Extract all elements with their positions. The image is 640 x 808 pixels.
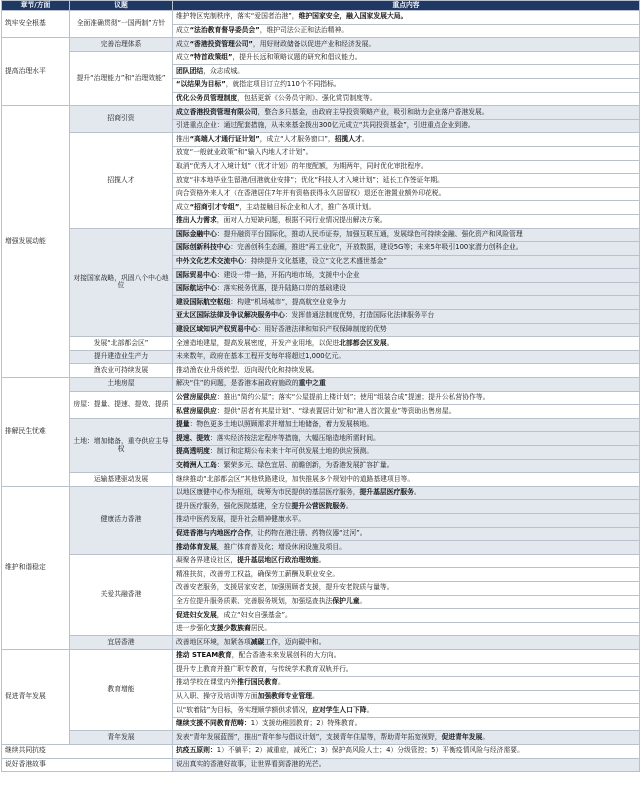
content-text: ，成立“妇女自强基金”。 (216, 610, 292, 619)
topic-cell: 健康活力香港 (70, 486, 173, 554)
content-cell (173, 296, 640, 310)
content-text: ：构建“机场城市”，提高航空业竞争力 (230, 297, 347, 306)
content-cell (173, 446, 640, 460)
content-text: ：繁荣多元、绿色宜居、前瞻创新，为香港发展扩容扩量。 (216, 460, 394, 469)
emphasis-text: 促进妇女发展 (176, 610, 217, 619)
content-text: ，众志成城。 (203, 66, 244, 75)
emphasis-text: 提升基层医疗服务 (359, 488, 414, 497)
content-text: 向合资格外来人才（在香港居住7年并有资格获得永久居留权）退还在港置业额外印花税。 (176, 189, 446, 198)
emphasis-text: 维护国家安全，融入国家发展大局。 (298, 12, 408, 21)
content-text: 放宽“一般就业政策”和“输入内地人才计划”。 (176, 148, 313, 157)
emphasis-text: 亚太区国际法律及争议解决服务中心 (176, 311, 285, 320)
emphasis-text: 国际金融中心 (176, 229, 217, 238)
emphasis-text: 招揽人才 (334, 134, 362, 143)
topic-cell: 提升建造业生产力 (70, 350, 173, 364)
content-cell (173, 255, 640, 269)
emphasis-text: 应对学生人口下降 (312, 705, 367, 714)
emphasis-text: 抗疫五原则： (176, 746, 217, 755)
content-text: 凝聚各界建设社区， (176, 556, 238, 565)
content-cell (173, 65, 640, 79)
content-text: ，主动接触目标企业和人才，推广各项计划。 (239, 202, 376, 211)
emphasis-text: 减碳 (250, 637, 265, 646)
content-text: ，让药物在港注册、药物仪器“过河”。 (250, 528, 367, 537)
table-row (2, 745, 640, 759)
topic-cell: 发展“北部都会区” (70, 337, 173, 351)
content-text: ，用好财政储备以促进产业和经济发展。 (252, 39, 376, 48)
emphasis-text: 提高透明度 (176, 447, 210, 456)
content-cell (173, 609, 640, 623)
chapter-cell: 提高治理水平 (2, 38, 70, 106)
table-row (2, 337, 640, 351)
emphasis-text: 提速、提效 (176, 433, 210, 442)
content-cell (173, 174, 640, 188)
content-text: 发表“青年发展蓝图”，推出“青年参与倡议计划”，支援青年住屋等，帮助青年拓宽视野， (176, 732, 442, 741)
emphasis-text: “香港投资管理公司” (189, 39, 253, 48)
content-text: 。 (318, 556, 326, 565)
emphasis-text: 公营房屋供应 (176, 393, 217, 402)
content-cell (173, 269, 640, 283)
content-cell (173, 146, 640, 160)
content-text: 放宽“非本地毕业生留港/回港就业安排”；优化“科技人才入境计划”；延长工作签证年期。 (176, 175, 444, 184)
topic-cell: 全面准确贯彻“一国两制”方针 (70, 11, 173, 38)
content-text: ：物色更多土地以照顾需求并增加土地储备，着力发展核地。 (189, 420, 374, 429)
content-cell (173, 11, 640, 25)
emphasis-text: 北部都会区发展 (339, 338, 387, 347)
content-text: 居民。 (250, 624, 272, 633)
emphasis-text: 促进青年发展 (441, 732, 483, 741)
content-cell (173, 554, 640, 568)
content-cell (173, 364, 640, 378)
content-text: 进一步强化 (176, 624, 210, 633)
emphasis-text: 建设区域知识产权贸易中心 (176, 325, 258, 334)
topic-cell: 招商引资 (70, 106, 173, 133)
content-text: 。 (311, 692, 319, 701)
content-cell (173, 595, 640, 609)
table-row (2, 350, 640, 364)
content-cell (173, 160, 640, 174)
topic-cell: 土地房屋 (70, 378, 173, 392)
table-row (2, 378, 640, 392)
emphasis-text: 国际创新科技中心 (176, 243, 231, 252)
table-row (2, 554, 640, 568)
content-cell (173, 731, 640, 745)
content-cell (173, 500, 640, 514)
content-text: 1）不躺平；2）减重症，减死亡；3）保护高风险人士；4）分级管控；5）平衡疫情风险与经济需要。 (216, 746, 524, 755)
content-text: ，面对人力短缺问题，根据不同行业情况提出解决方案。 (216, 216, 387, 225)
topic-cell: 提升“治理能力”和“治理效能” (70, 51, 173, 105)
content-cell (173, 473, 640, 487)
content-text: 。 (482, 732, 490, 741)
content-text: 以地区康健中心作为枢纽，统筹为市民提供的基层医疗服务， (176, 488, 360, 497)
emphasis-text: 提升基层地区行政治理效能 (237, 556, 319, 565)
content-text: 成立 (176, 25, 190, 34)
content-text: 。 (361, 134, 369, 143)
emphasis-text: 国际航运中心 (176, 284, 217, 293)
content-text: 工作，迈向碳中和。 (264, 637, 326, 646)
content-cell (173, 78, 640, 92)
content-text: ，配合香港未来发展创科的大方向。 (231, 651, 341, 660)
table-row (2, 731, 640, 745)
content-cell (173, 622, 640, 636)
content-text: 。 (345, 501, 353, 510)
table-row (2, 133, 640, 147)
table-row (2, 391, 640, 405)
content-text: 改善安老服务，支援居家安老，加强照顾者支援，提升安老院质与量等。 (176, 583, 394, 592)
emphasis-text: 加强教师专业管理 (257, 692, 312, 701)
content-text: 。 (386, 338, 394, 347)
content-text: 成立 (176, 202, 190, 211)
chapter-cell: 说好香港故事 (2, 758, 173, 772)
content-text: ：落实税务优惠，提升陆路口岸的基础建设 (216, 284, 346, 293)
content-text: 提升医疗服务，强化医院基建，全方位 (176, 501, 292, 510)
content-text: 取消“优秀人才入境计划”（优才计划）的年度配额，为期两年，同时优化审批程序。 (176, 161, 428, 170)
table-row (2, 758, 640, 772)
emphasis-text: 保护儿童 (332, 596, 360, 605)
content-cell (173, 745, 640, 759)
content-cell (173, 581, 640, 595)
table-row (2, 11, 640, 25)
content-cell (173, 677, 640, 691)
emphasis-text: “高端人才通行证计划” (189, 134, 260, 143)
content-cell (173, 758, 640, 772)
content-text: 全方位提升服务质素、完善服务规划，加强巡查执法 (176, 596, 333, 605)
topic-cell: 房屋：提量、提速、提效、提质 (70, 391, 173, 418)
topic-cell: 关爱共融香港 (70, 554, 173, 636)
content-text: 从入职、操守及培训等方面 (176, 692, 258, 701)
content-text: ：完善创科生态圈，推进“再工业化”，开放数据，建设5G等；未来5年吸引100家潜力创科企业。 (230, 243, 523, 252)
topic-cell: 渔农业可持续发展 (70, 364, 173, 378)
content-text: 未来数年，政府在基本工程开支每年将超过1,000亿元。 (176, 352, 345, 361)
content-text: 。 (359, 596, 367, 605)
header-row (2, 1, 640, 11)
content-cell (173, 636, 640, 650)
emphasis-text: 推行国民教育 (237, 678, 278, 687)
content-text: 。 (413, 488, 421, 497)
content-cell (173, 378, 640, 392)
emphasis-text: “招商引才专组” (189, 202, 240, 211)
emphasis-text: 建设国际航空枢纽 (176, 297, 231, 306)
emphasis-text: 交椅洲人工岛 (176, 460, 217, 469)
content-text: ：推出“简约公屋”；落实“公屋提前上楼计划”；使用“组装合成”提速；提升公私营协作等。 (216, 393, 490, 402)
content-cell (173, 391, 640, 405)
content-text: ，维护司法公正和法治精神。 (259, 25, 349, 34)
topic-cell: 运输基建驱动发展 (70, 473, 173, 487)
content-text: 说出真实的香港好故事，让世界看到香港的光芒。 (176, 760, 326, 769)
content-text: 解决“住”的问题，是香港本届政府施政的 (176, 379, 299, 388)
emphasis-text: “法治教育督导委员会” (189, 25, 260, 34)
content-cell (173, 24, 640, 38)
topic-cell: 完善治理体系 (70, 38, 173, 52)
content-cell (173, 242, 640, 256)
content-text: ，推广体育普及化；增设休闲设施及项目。 (216, 542, 346, 551)
content-text: ：用好香港法律和知识产权保障制度的优势 (257, 325, 387, 334)
chapter-cell: 继续共同抗疫 (2, 745, 173, 759)
topic-cell: 土地：增加储备，重夺供应主导权 (70, 418, 173, 472)
content-cell (173, 51, 640, 65)
content-cell (173, 649, 640, 663)
content-cell (173, 432, 640, 446)
chapter-cell: 维护和谐稳定 (2, 486, 70, 649)
emphasis-text: “以结果为目标” (176, 80, 226, 89)
table-row (2, 636, 640, 650)
content-text: 以“软着陆”为目标，务实理顺学额供求情况， (176, 705, 313, 714)
header-topic: 议题 (70, 1, 173, 11)
content-cell (173, 201, 640, 215)
content-text: ：发挥普通法制度优势，打造国际化法律服务平台 (284, 311, 435, 320)
content-text: 提升专上教育并推广职专教育，与传统学术教育双轨并行。 (176, 664, 353, 673)
content-cell (173, 323, 640, 337)
chapter-cell: 排解民生忧难 (2, 378, 70, 487)
emphasis-text: 成立香港投资管理有限公司 (176, 107, 258, 116)
content-text: ，包括更新《公务员守则》、强化赏罚制度等。 (237, 93, 377, 102)
content-cell (173, 405, 640, 419)
content-cell (173, 717, 640, 731)
chapter-cell: 促进青年发展 (2, 649, 70, 744)
content-text: 改善地区环境，加紧各项 (176, 637, 251, 646)
content-cell (173, 568, 640, 582)
emphasis-text: 国际贸易中心 (176, 270, 217, 279)
content-text: ：落实经济按法定程序等措施，大幅压缩造地所需时间。 (209, 433, 380, 442)
chapter-cell: 筑牢安全根基 (2, 11, 70, 38)
content-cell (173, 92, 640, 106)
content-text: ，整合多只基金，由政府主导投资策略产业，吸引和助力企业落户香港发展。 (257, 107, 489, 116)
table-row (2, 51, 640, 65)
content-cell (173, 527, 640, 541)
content-cell (173, 337, 640, 351)
chapter-cell: 增强发展动能 (2, 106, 70, 378)
content-cell (173, 350, 640, 364)
content-cell (173, 106, 640, 120)
emphasis-text: 提升公营医院服务 (291, 501, 346, 510)
content-cell (173, 418, 640, 432)
content-text: 成立 (176, 39, 190, 48)
emphasis-text: 私营房屋供应 (176, 406, 217, 415)
table-row (2, 418, 640, 432)
topic-cell: 教育增能 (70, 649, 173, 731)
emphasis-text: 优化公务员管理制度 (176, 93, 238, 102)
emphasis-text: 推动体育发展 (176, 542, 217, 551)
content-cell (173, 459, 640, 473)
policy-table (1, 0, 640, 772)
header-chapter: 章节/方面 (2, 1, 70, 11)
content-cell (173, 513, 640, 527)
table-row (2, 38, 640, 52)
content-text: 推动学校在课堂内外 (176, 678, 238, 687)
content-cell (173, 690, 640, 704)
content-text: 1）支援幼稚园教育；2）特殊教育。 (250, 719, 362, 728)
content-text: 推出 (176, 134, 190, 143)
content-text: 引进重点企业：通过配套措施，从未来基金拨出300亿元成立“共同投资基金”，引进重点企业到港。 (176, 121, 475, 130)
table-row (2, 106, 640, 120)
topic-cell: 招揽人才 (70, 133, 173, 228)
emphasis-text: 重中之重 (298, 379, 326, 388)
content-text: 维护特区宪制秩序，落实“爱国者治港”， (176, 12, 299, 21)
topic-cell: 青年发展 (70, 731, 173, 745)
table-row (2, 228, 640, 242)
content-text: 推动渔农业升级转型、迈向现代化和持续发展。 (176, 365, 319, 374)
content-cell (173, 119, 640, 133)
content-text: 推动中医药发展，提升社会精神健康水平。 (176, 515, 306, 524)
emphasis-text: 团队团结 (176, 66, 204, 75)
emphasis-text: 推出人力需求 (176, 216, 217, 225)
emphasis-text: 支援少数族裔 (209, 624, 251, 633)
content-text: 成立 (176, 53, 190, 62)
content-text: 精准扶贫，改善劳工权益，确保劳工薪酬及职业安全。 (176, 569, 340, 578)
header-content: 重点内容 (173, 1, 640, 11)
topic-cell: 对接国家战略，巩固八个中心地位 (70, 228, 173, 337)
table-row (2, 486, 640, 500)
table-body (2, 11, 640, 772)
content-text: ，就指定项目订立约110个不同指标。 (225, 80, 341, 89)
content-cell (173, 663, 640, 677)
emphasis-text: “特首政策组” (189, 53, 233, 62)
content-text: ：提升融资平台国际化，推动人民币证券，加强互联互通，发展绿色可持续金融、强化资产和风险管理 (216, 229, 523, 238)
content-cell (173, 282, 640, 296)
content-cell (173, 187, 640, 201)
emphasis-text: 促进香港与内地医疗合作 (176, 528, 251, 537)
emphasis-text: 推动 STEAM教育 (176, 651, 232, 660)
content-cell (173, 486, 640, 500)
emphasis-text: 继续支援不同教育范畴： (176, 719, 251, 728)
content-text: 。 (366, 705, 374, 714)
content-text: 全速造地建屋，提高发展密度，开发产业用地，以促进 (176, 338, 340, 347)
table-row (2, 364, 640, 378)
content-cell (173, 214, 640, 228)
content-text: ：持续提升文化基建，设立“文化艺术盛世基金” (243, 257, 387, 266)
content-cell (173, 704, 640, 718)
content-cell (173, 38, 640, 52)
content-text: 。 (277, 678, 285, 687)
topic-cell: 宜居香港 (70, 636, 173, 650)
content-text: ：建设一带一路，开拓内地市场，支援中小企业 (216, 270, 360, 279)
content-text: ，成立“人才服务窗口”， (259, 134, 335, 143)
content-text: ：提供“居者有其屋计划”、“绿表置居计划”和“港人首次置业”等资助出售房屋。 (216, 406, 456, 415)
content-cell (173, 228, 640, 242)
content-text: ，提升长远和策略议题的研究和倡议能力。 (232, 53, 362, 62)
emphasis-text: 提量 (176, 420, 190, 429)
content-cell (173, 133, 640, 147)
content-cell (173, 310, 640, 324)
content-text: ：制订和定期公布未来十年可供发展土地的供应预测。 (209, 447, 374, 456)
emphasis-text: 中外文化艺术交流中心 (176, 257, 244, 266)
content-cell (173, 541, 640, 555)
content-text: 继续推动“北部都会区”其他铁路建设，加快推展多个规划中的道路基建项目等。 (176, 474, 415, 483)
table-row (2, 473, 640, 487)
table-row (2, 649, 640, 663)
